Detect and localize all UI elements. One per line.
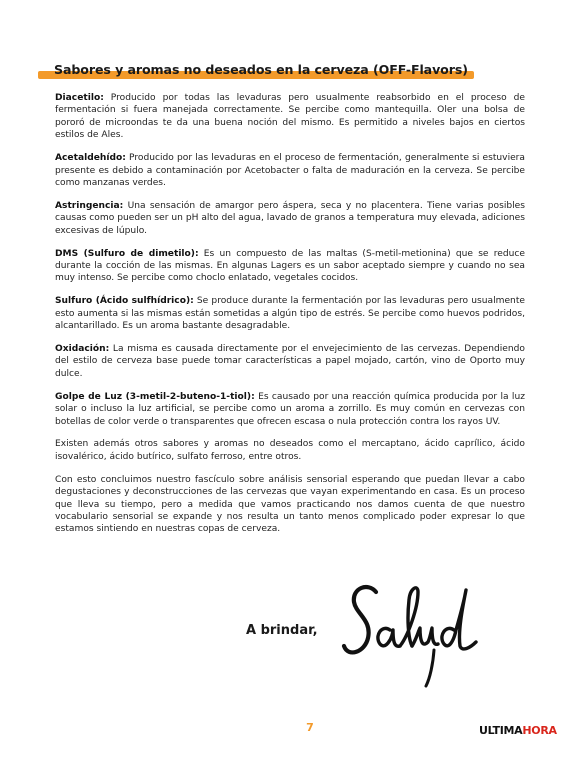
section-title: Sabores y aromas no deseados en la cerveza (OFF-Flavors): [54, 62, 468, 77]
paragraph-oxidacion: [55, 343, 525, 380]
paragraph-otros-sabores: Existen además otros sabores y aromas no deseados como el mercaptano, ácido caprílico, ácido isovalérico, ácido butírico, sulfato ferroso, entre otros.: [55, 439, 525, 462]
signature-drawing: [338, 580, 488, 690]
term-sulfuro: Sulfuro (Ácido sulfhídrico):: [55, 296, 194, 307]
paragraph-diacetilo: [55, 92, 525, 142]
definition-sulfuro: Se produce durante la fermentación por las levaduras pero usualmente esto aumenta si las mismas están sometidas a algún tipo de estrés. Se percibe como huevos podridos, alcantarillado. Es un aroma bastante desagradable.: [55, 296, 525, 332]
definition-golpe-de-luz: Es causado por una reacción química producida por la luz solar o incluso la luz artificial, se percibe como un aroma a zorrillo. Es muy común en cervezas con botellas de color verde o transparentes que ofrecen escasa o nula protección contra los rayos UV.: [55, 391, 525, 427]
definition-dms: Es un compuesto de las maltas (S-metil-metionina) que se reduce durante la cocción de las mismas. En algunas Lagers es un sabor aceptado siempre y cuando no sea muy intenso. Se percibe como choclo enlatado, vegetales cocidos.: [55, 248, 525, 284]
paragraph-acetaldehido: [55, 152, 525, 189]
definition-oxidacion: La misma es causada directamente por el envejecimiento de las cervezas. Dependiendo del estilo de cerveza base puede tomar características a papel mojado, cartón, vino de Oporto muy dulce.: [55, 344, 525, 379]
paragraph-conclusion: Con esto concluimos nuestro fascículo sobre análisis sensorial esperando que puedan llevar a cabo degustaciones y deconstrucciones de las cervezas que vayan experimentando en casa. Es un proceso que lleva su tiempo, pero a medida que vamos practicando nos damos cuenta de que nuestro vocabulario sensorial se expande y nos resulta un tanto menos complicado poder expresar lo que estamos sintiendo en nuestras copas de cerveza.: [55, 474, 525, 535]
article-body: [55, 92, 525, 546]
definition-diacetilo: Producido por todas las levaduras pero usualmente reabsorbido en el proceso de fermentación si fuera manejada correctamente. Se percibe como mantequilla. Oler una bolsa de pororó de microondas te da una buena noción del mismo. Es permitido a niveles bajos en ciertos estilos de Ales.: [55, 93, 525, 141]
term-astringencia: Astringencia:: [55, 200, 124, 211]
salud-signature: [338, 580, 488, 690]
paragraph-astringencia: [55, 200, 525, 237]
definition-astringencia: Una sensación de amargor pero áspera, seca y no placentera. Tiene varias posibles causas como pueden ser un pH alto del agua, lavado de granos a temperatura muy elevada, adiciones excesivas de lúpulo.: [55, 200, 525, 236]
term-acetaldehido: Acetaldehído:: [55, 153, 126, 164]
term-dms: DMS (Sulfuro de dimetilo):: [55, 248, 199, 259]
term-oxidacion: Oxidación:: [55, 344, 110, 354]
paragraph-sulfuro: [55, 295, 525, 332]
paragraph-golpe-de-luz: [55, 391, 525, 428]
term-golpe-de-luz: Golpe de Luz (3-metil-2-buteno-1-tiol):: [55, 391, 255, 402]
definition-acetaldehido: Producido por las levaduras en el proceso de fermentación, generalmente si estuviera presente es debido a contaminación por Acetobacter o falta de maduración en la cerveza. Se percibe como manzanas verdes.: [55, 153, 525, 188]
term-diacetilo: Diacetilo:: [55, 93, 104, 103]
logo-text-hora: HORA: [522, 724, 557, 737]
signoff-text: A brindar,: [246, 623, 318, 638]
page-number: 7: [306, 721, 314, 734]
ultimahora-logo: [479, 719, 557, 738]
paragraph-dms: [55, 248, 525, 285]
section-header: [38, 62, 478, 82]
logo-text-ultima: ULTIMA: [479, 724, 523, 737]
